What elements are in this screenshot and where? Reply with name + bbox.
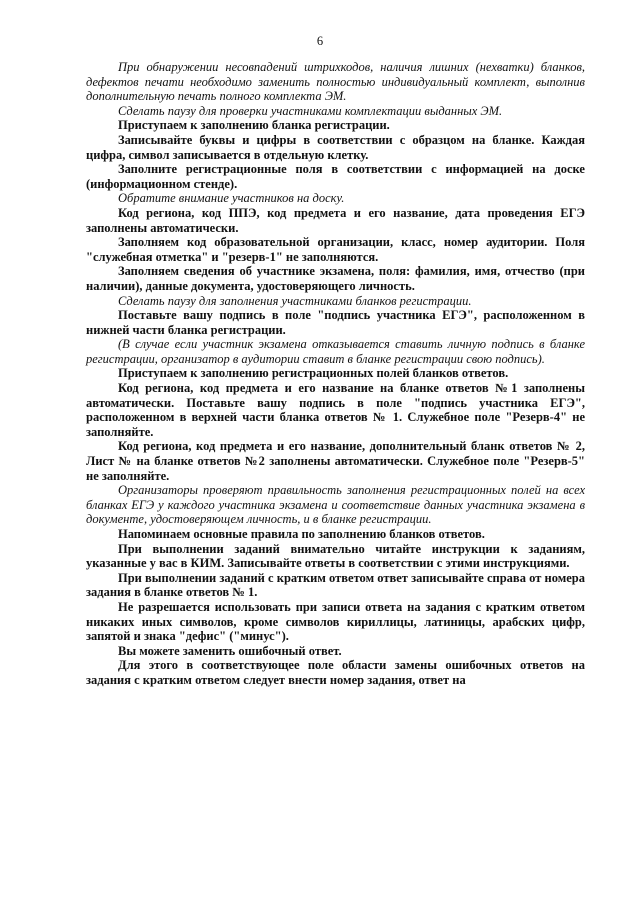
paragraph-answer-form-1: Код региона, код предмета и его название на бланке ответов №1 заполнены автоматически. Поставьте вашу подпись в поле "подпись участника ЕГЭ", расположенном в верхней части бланка ответов № 1. Служебное поле "Резерв-4" не заполняйте. bbox=[86, 381, 585, 439]
paragraph-organizers-check: Организаторы проверяют правильность заполнения регистрационных полей на всех бланках ЕГЭ у каждого участника экзамена и соответствие данных участника экзамена в документе, удостоверяющем личность, и в бланке регистрации. bbox=[86, 483, 585, 527]
paragraph-participant-info: Заполняем сведения об участнике экзамена, поля: фамилия, имя, отчество (при наличии), данные документа, удостоверяющего личность. bbox=[86, 264, 585, 293]
paragraph-pause-check-kits: Сделать паузу для проверки участниками комплектации выданных ЭМ. bbox=[118, 103, 503, 118]
paragraph-start-registration: Приступаем к заполнению бланка регистрации. bbox=[118, 118, 390, 133]
paragraph-replace-answer: Вы можете заменить ошибочный ответ. bbox=[118, 643, 342, 658]
paragraph-read-instructions: При выполнении заданий внимательно читайте инструкции к заданиям, указанные у вас в КИМ. Записывайте ответы в соответствии с этими инструкциями. bbox=[86, 541, 585, 571]
paragraph-rules-reminder: Напоминаем основные правила по заполнению бланков ответов. bbox=[118, 527, 485, 541]
paragraph-signature-registration: Поставьте вашу подпись в поле "подпись участника ЕГЭ", расположенном в нижней части бланка регистрации. bbox=[86, 308, 585, 337]
paragraph-barcode-mismatch: При обнаружении несовпадений штрихкодов, наличия лишних (нехватки) бланков, дефектов печати необходимо заменить полностью индивидуальный комплект, выполнив дополнительную печать полного комплекта ЭМ. bbox=[86, 60, 585, 104]
paragraph-pause-registration: Сделать паузу для заполнения участниками бланков регистрации. bbox=[118, 293, 472, 308]
paragraph-signature-refusal: (В случае если участник экзамена отказывается ставить личную подпись в бланке регистрации, организатор в аудитории ставит в бланке регистрации свою подпись). bbox=[86, 337, 585, 366]
paragraph-replace-field: Для этого в соответствующее поле области замены ошибочных ответов на задания с кратким ответом следует внести номер задания, ответ на bbox=[86, 658, 585, 687]
paragraph-allowed-symbols: Не разрешается использовать при записи ответа на задания с кратким ответом никаких иных символов, кроме символов кириллицы, латиницы, арабских цифр, запятой и знака "дефис" ("минус"). bbox=[86, 599, 585, 644]
paragraph-short-answer: При выполнении заданий с кратким ответом ответ записывайте справа от номера задания в бланке ответов № 1. bbox=[86, 570, 585, 600]
paragraph-fill-fields-board: Заполните регистрационные поля в соответствии с информацией на доске (информационном стенде). bbox=[86, 162, 585, 191]
paragraph-start-answer-forms: Приступаем к заполнению регистрационных полей бланков ответов. bbox=[118, 366, 509, 381]
page-number: 6 bbox=[316, 34, 324, 48]
paragraph-attention-board: Обратите внимание участников на доску. bbox=[118, 191, 345, 206]
paragraph-auto-codes: Код региона, код ППЭ, код предмета и его название, дата проведения ЕГЭ заполнены автоматически. bbox=[86, 205, 585, 235]
document-body bbox=[86, 60, 585, 688]
paragraph-answer-form-2: Код региона, код предмета и его название, дополнительный бланк ответов № 2, Лист № на бланке ответов №2 заполнены автоматически. Служебное поле "Резерв-5" не заполняйте. bbox=[86, 439, 585, 483]
paragraph-org-code: Заполняем код образовательной организации, класс, номер аудитории. Поля "служебная отметка" и "резерв-1" не заполняются. bbox=[86, 235, 585, 264]
paragraph-write-letters: Записывайте буквы и цифры в соответствии с образцом на бланке. Каждая цифра, символ записывается в отдельную клетку. bbox=[86, 132, 585, 162]
